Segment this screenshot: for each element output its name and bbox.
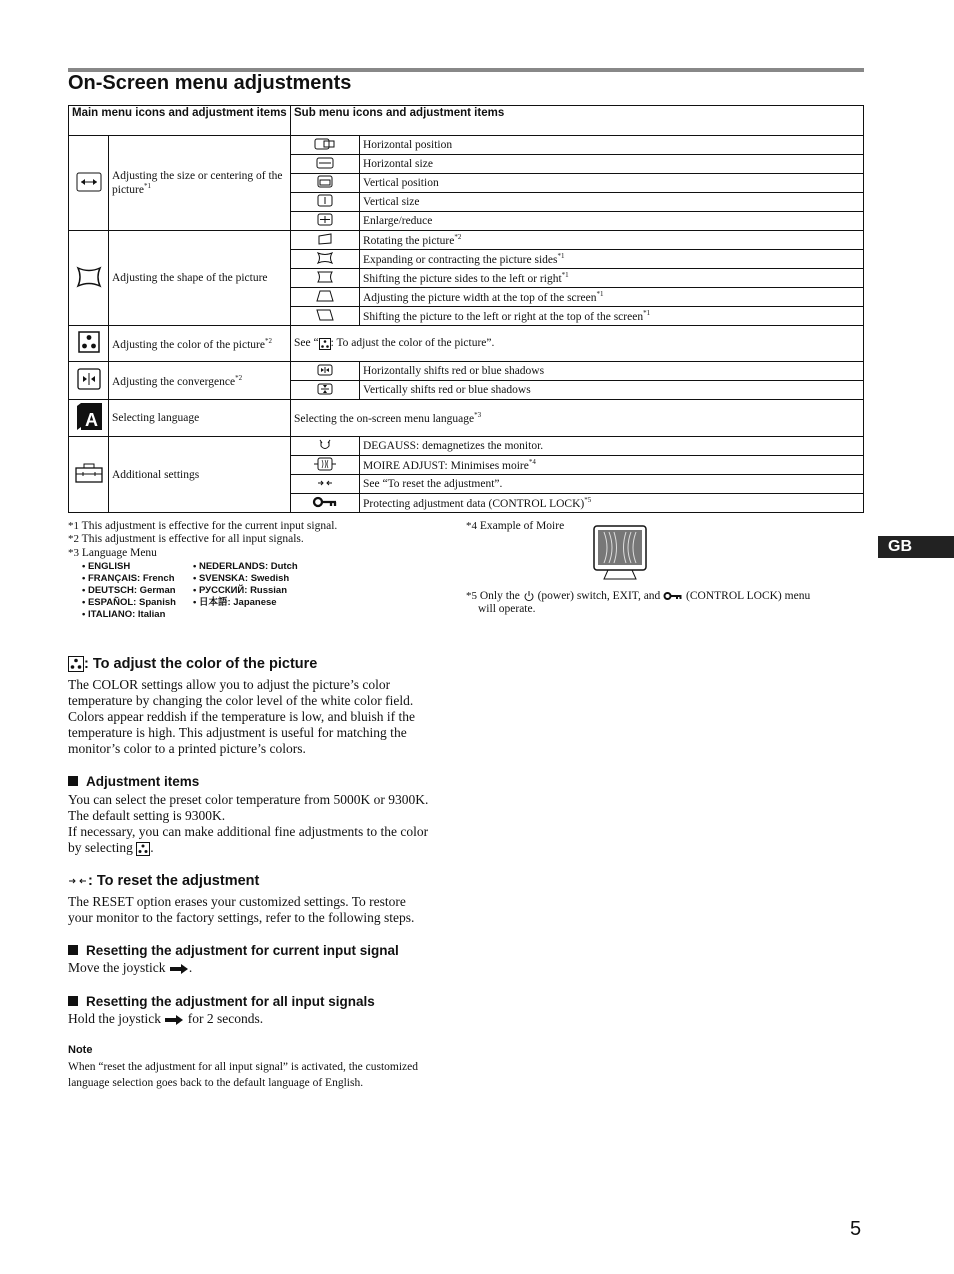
footnote-5: *5 Only the (power) switch, EXIT, and (CONTROL LOCK) menu will operate. [466, 590, 811, 615]
header-main: Main menu icons and adjustment items [69, 106, 291, 136]
color-section-heading: : To adjust the color of the picture [68, 656, 317, 672]
sub-pincushion: Expanding or contracting the picture sides$^{*1}$ [360, 250, 864, 269]
group-convergence-label: Adjusting the convergence$^{*2}$ [109, 362, 291, 400]
sub-moire: MOIRE ADJUST: Minimises moire$^{*4}$ [360, 456, 864, 475]
sub-zoom: Enlarge/reduce [360, 212, 864, 231]
reset-all-heading: Resetting the adjustment for all input signals [68, 994, 375, 1009]
convergence-icon [69, 362, 109, 400]
reset-icon [291, 475, 360, 494]
sub-key-balance: Shifting the picture to the left or right at the top of the screen$^{*1}$ [360, 307, 864, 326]
reset-current-body: Move the joystick . [68, 960, 193, 975]
language-list-col1: • ENGLISH • FRANÇAIS: French • DEUTSCH: German • ESPAÑOL: Spanish • ITALIANO: Italian [82, 561, 176, 620]
language-icon [69, 400, 109, 437]
adjustment-items-heading: Adjustment items [68, 774, 199, 789]
adjustment-items-body: You can select the preset color temperature from 5000K or 9300K. The default setting is 9300K. If necessary, you can make additional fine adjustments to the color by selecting . [68, 792, 429, 855]
zoom-icon [291, 212, 360, 231]
reset-icon [68, 876, 88, 886]
arrow-right-icon [169, 963, 189, 975]
note-heading: Note [68, 1044, 93, 1056]
moire-example-monitor-icon [592, 525, 648, 581]
sub-h-convergence: Horizontally shifts red or blue shadows [360, 362, 864, 381]
language-tab-gb: GB [878, 536, 954, 558]
color-icon [136, 842, 150, 856]
key-balance-icon [291, 307, 360, 326]
sub-reset: See “To reset the adjustment”. [360, 475, 864, 494]
header-sub: Sub menu icons and adjustment items [291, 106, 864, 136]
sub-v-position: Vertical position [360, 174, 864, 193]
sub-h-position: Horizontal position [360, 136, 864, 155]
footnote-4: *4 Example of Moire [466, 520, 565, 532]
sub-pin-balance: Shifting the picture sides to the left or right$^{*1}$ [360, 269, 864, 288]
rotation-icon [291, 231, 360, 250]
group-language-label: Selecting language [109, 400, 291, 437]
h-size-icon [291, 155, 360, 174]
group-additional-label: Additional settings [109, 437, 291, 513]
h-convergence-icon [291, 362, 360, 381]
v-position-icon [291, 174, 360, 193]
reset-current-heading: Resetting the adjustment for current input signal [68, 943, 399, 958]
color-icon [69, 326, 109, 362]
group-shape-label: Adjusting the shape of the picture [109, 231, 291, 326]
reset-section-body: The RESET option erases your customized settings. To restore your monitor to the factory settings, refer to the following steps. [68, 894, 415, 925]
color-see-text: See “ : To adjust the color of the picture”. [291, 326, 864, 362]
page-number: 5 [850, 1218, 862, 1240]
pin-balance-icon [291, 269, 360, 288]
footnote-1: *1 This adjustment is effective for the current input signal. [68, 520, 338, 532]
group-color-label: Adjusting the color of the picture$^{*2}$ [109, 326, 291, 362]
pincushion-icon [291, 250, 360, 269]
size-center-icon [69, 136, 109, 231]
sub-control-lock: Protecting adjustment data (CONTROL LOCK)$^{*5}$ [360, 494, 864, 513]
svg-text:A: A [84, 409, 98, 430]
arrow-right-icon [164, 1014, 184, 1026]
geometry-icon [69, 231, 109, 326]
v-size-icon [291, 193, 360, 212]
degauss-icon [291, 437, 360, 456]
footnote-2: *2 This adjustment is effective for all input signals. [68, 533, 304, 545]
h-position-icon [291, 136, 360, 155]
sub-h-size: Horizontal size [360, 155, 864, 174]
footnote-3: *3 Language Menu [68, 547, 157, 559]
toolbox-icon [69, 437, 109, 513]
group-size-label: Adjusting the size or centering of the picture$^{*1}$ [109, 136, 291, 231]
power-icon [523, 590, 535, 602]
page-title: On-Screen menu adjustments [68, 72, 352, 94]
sub-degauss: DEGAUSS: demagnetizes the monitor. [360, 437, 864, 456]
color-section-body: The COLOR settings allow you to adjust the picture’s color temperature by changing the color level of the white color field. Colors appear reddish if the temperature is low, and bluish if the temperature is high. This adjustment is useful for matching the monitor’s color to a printed picture’s colors. [68, 677, 416, 756]
menu-table [68, 105, 864, 513]
reset-all-body: Hold the joystick for 2 seconds. [68, 1011, 264, 1026]
language-text: Selecting the on-screen menu language$^{*3}$ [291, 400, 864, 437]
sub-rotation: Rotating the picture$^{*2}$ [360, 231, 864, 250]
sub-v-size: Vertical size [360, 193, 864, 212]
color-icon [319, 338, 331, 350]
reset-section-heading: : To reset the adjustment [68, 873, 259, 889]
language-list-col2: • NEDERLANDS: Dutch • SVENSKA: Swedish • РУССКИЙ: Russian • 日本語: Japanese [193, 561, 298, 608]
v-convergence-icon [291, 381, 360, 400]
sub-v-convergence: Vertically shifts red or blue shadows [360, 381, 864, 400]
note-body: When “reset the adjustment for all input signal” is activated, the customized language selection goes back to the default language of English. [68, 1061, 418, 1089]
moire-icon [291, 456, 360, 475]
sub-keystone: Adjusting the picture width at the top of the screen$^{*1}$ [360, 288, 864, 307]
key-icon [663, 591, 683, 601]
color-icon [68, 656, 84, 672]
keystone-icon [291, 288, 360, 307]
key-icon [291, 494, 360, 513]
